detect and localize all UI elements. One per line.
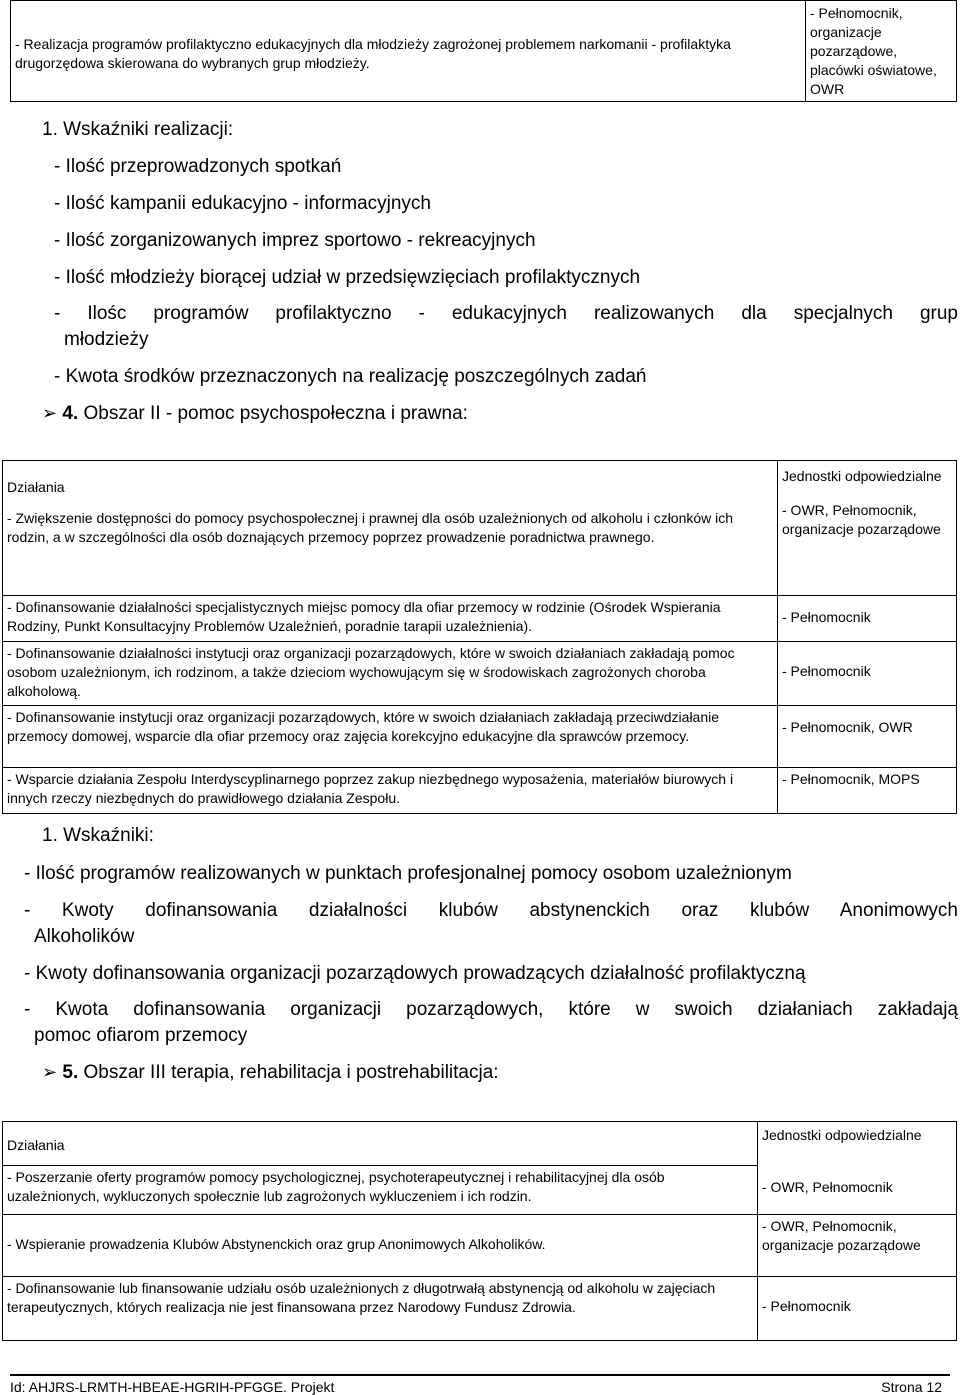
table-row-units: [778, 767, 957, 813]
row-action: - Dofinansowanie działalności instytucji oraz organizacji pozarządowych, które w swoich działaniach zakładają pomoc osobom uzależnionym, ich rodzinom, a także dzieciom wychowującym się w środowiskach zagrożonych choroba alkoholową.: [7, 644, 735, 699]
row-units: - Pełnomocnik: [782, 608, 871, 625]
area2-header-units-label: Jednostki odpowiedzialne: [782, 468, 942, 484]
row-units: - Pełnomocnik, MOPS: [782, 770, 920, 787]
table-row: [3, 1166, 758, 1215]
indicators1-item: - Ilość zorganizowanych imprez sportowo - rekreacyjnych: [54, 230, 536, 251]
indicators2-item: - Kwoty dofinansowania działalności klubów abstynenckich oraz klubów Anonimowych: [24, 900, 958, 921]
top-table-units-text: - Pełnomocnik, organizacje pozarządowe, placówki oświatowe, OWR: [810, 5, 937, 97]
row-action: - Zwiększenie dostępności do pomocy psychospołecznej i prawnej dla osób uzależnionych od alkoholu i członków ich rodzin, a w szczególności dla osób doznających przemocy poprzez prowadzenie poradnictwa prawnego.: [7, 510, 734, 545]
table-row: [3, 1277, 758, 1341]
area3-header-units-label: Jednostki odpowiedzialne: [762, 1127, 922, 1143]
footer-id: Id: AHJRS-LRMTH-HBEAE-HGRIH-PFGGE. Projekt: [10, 1379, 335, 1395]
top-table: [10, 0, 957, 102]
area3-table: [2, 1121, 957, 1341]
area2-number: 4.: [62, 403, 79, 424]
area3-number: 5.: [62, 1062, 79, 1083]
indicators2-item: - Kwoty dofinansowania organizacji pozarządowych prowadzących działalność profilaktyczną: [24, 963, 806, 984]
area3-header-actions: [3, 1122, 758, 1166]
row-action: - Poszerzanie oferty programów pomocy psychologicznej, psychoterapeutycznej i rehabilitacyjnej dla osób uzależnionych, wykluczonych społecznie lub zagrożonych wykluczeniem i ich rodzin.: [7, 1169, 665, 1204]
indicators1-heading: 1. Wskaźniki realizacji:: [42, 119, 234, 140]
top-table-units-cell: [806, 1, 957, 102]
arrow-right-icon: ➢: [42, 1062, 58, 1082]
area3-title: Obszar III terapia, rehabilitacja i postrehabilitacja:: [83, 1062, 499, 1083]
table-row: [3, 767, 778, 813]
footer-page-number: Strona 12: [881, 1379, 942, 1395]
indicators1-item: - Kwota środków przeznaczonych na realizację poszczególnych zadań: [54, 366, 647, 387]
row-units: - OWR, Pełnomocnik, organizacje pozarządowe: [762, 1218, 921, 1253]
area2-header-units: [778, 461, 957, 500]
indicators2-item: - Kwota dofinansowania organizacji pozarządowych, które w swoich działaniach zakładają: [24, 999, 958, 1020]
indicators1-item: - Ilośc programów profilaktyczno - edukacyjnych realizowanych dla specjalnych grup: [54, 303, 958, 324]
row-units: - Pełnomocnik, OWR: [782, 718, 913, 735]
row-action: - Dofinansowanie lub finansowanie udziału osób uzależnionych z długotrwałą abstynencją od alkoholu w zajęciach terapeutycznych, których realizacja nie jest finansowana przez Narodowy Fundusz Zdrowia.: [7, 1280, 716, 1315]
area2-header-actions: [3, 461, 778, 500]
table-row: [3, 499, 778, 595]
table-row-units: [778, 641, 957, 705]
table-row-units: [778, 705, 957, 767]
table-row: [3, 595, 778, 641]
area3-heading: [42, 1059, 499, 1086]
table-row-units: [758, 1277, 957, 1341]
row-action: - Wspieranie prowadzenia Klubów Abstynenckich oraz grup Anonimowych Alkoholików.: [7, 1236, 546, 1252]
indicators1-item: - Ilość młodzieży biorącej udział w przedsięwzięciach profilaktycznych: [54, 267, 641, 288]
indicators2-item: - Ilość programów realizowanych w punktach profesjonalnej pomocy osobom uzależnionym: [24, 863, 792, 884]
arrow-right-icon: ➢: [42, 403, 58, 423]
area2-heading: [42, 400, 468, 427]
area3-header-units: [758, 1122, 957, 1166]
top-table-action-cell: [11, 1, 806, 102]
area2-title: Obszar II - pomoc psychospołeczna i prawna:: [83, 403, 468, 424]
indicators2-item: Alkoholików: [34, 926, 135, 947]
row-units: - OWR, Pełnomocnik: [762, 1178, 893, 1195]
top-table-action-text: - Realizacja programów profilaktyczno edukacyjnych dla młodzieży zagrożonej problemem narkomanii - profilaktyka drugorzędowa skierowana do wybranych grup młodzieży.: [15, 36, 731, 71]
indicators1-item: - Ilość przeprowadzonych spotkań: [54, 156, 342, 177]
table-row-units: [758, 1215, 957, 1277]
table-row: [3, 705, 778, 767]
area2-header-actions-label: Działania: [7, 479, 65, 495]
indicators1-item: młodzieży: [64, 329, 149, 350]
page-footer: [10, 1374, 950, 1395]
indicators2-heading: 1. Wskaźniki:: [42, 825, 154, 846]
table-row-units: [778, 595, 957, 641]
row-action: - Wsparcie działania Zespołu Interdyscyplinarnego poprzez zakup niezbędnego wyposażenia, materiałów biurowych i innych rzeczy niezbędnych do prawidłowego działania Zespołu.: [7, 770, 734, 806]
table-row: [3, 641, 778, 705]
area3-header-actions-label: Działania: [7, 1137, 65, 1153]
area2-table: [2, 460, 957, 814]
table-row: [3, 1215, 758, 1277]
row-action: - Dofinansowanie instytucji oraz organizacji pozarządowych, które w swoich działaniach zakładają przeciwdziałanie przemocy domowej, wsparcie dla ofiar przemocy oraz zajęcia korekcyjno edukacyjne dla sprawców przemocy.: [7, 708, 720, 744]
row-units: - Pełnomocnik: [762, 1298, 851, 1314]
row-action: - Dofinansowanie działalności specjalistycznych miejsc pomocy dla ofiar przemocy w rodzinie (Ośrodek Wspierania Rodziny, Punkt Konsultacyjny Problemów Uzależnień, poradnie tarapii uzależnienia).: [7, 598, 721, 634]
row-units: - OWR, Pełnomocnik, organizacje pozarządowe: [782, 502, 941, 537]
indicators1-item: - Ilość kampanii edukacyjno - informacyjnych: [54, 193, 431, 214]
table-row-units: [778, 499, 957, 595]
row-units: - Pełnomocnik: [782, 662, 871, 679]
table-row-units: [758, 1166, 957, 1215]
indicators2-item: pomoc ofiarom przemocy: [34, 1025, 248, 1046]
